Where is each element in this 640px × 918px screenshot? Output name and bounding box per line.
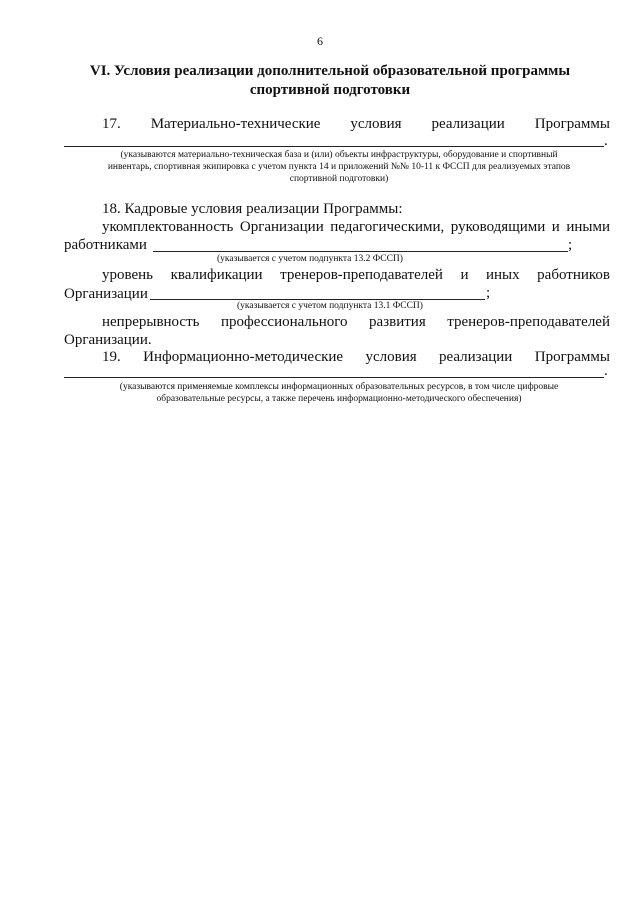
- page-number: 6: [317, 34, 323, 48]
- continuity-word: профессионального: [220, 314, 348, 330]
- continuity-word: развития: [369, 314, 426, 330]
- item-18-qualification-line-2: Организации: [64, 286, 148, 302]
- item-19-note-line-1: (указываются применяемые комплексы информационных образовательных ресурсов, в том числе цифровые: [119, 382, 559, 392]
- item-18-staffing-line-2: работниками: [64, 237, 147, 253]
- qualification-word: и: [460, 267, 469, 283]
- item-17-word: Материально-технические: [150, 116, 321, 132]
- item-19-number: 19.: [102, 349, 121, 365]
- item-17-fill-line: [64, 146, 604, 147]
- item-18-staffing-note: (указывается с учетом подпункта 13.2 ФССП): [217, 254, 403, 264]
- item-18-staffing-line-1: укомплектованность Организации педагогическими, руководящими и иными: [102, 219, 610, 235]
- item-17-word: условия: [350, 116, 402, 132]
- item-17-line: [102, 115, 610, 133]
- item-17-word: реализации: [431, 116, 505, 132]
- qualification-word: квалификации: [170, 267, 263, 283]
- item-18-continuity-line-2: Организации.: [64, 332, 152, 348]
- item-18-heading: 18. Кадровые условия реализации Программы:: [102, 201, 403, 217]
- item-19-note-line-2: образовательные ресурсы, а также перечень информационно-методического обеспечения): [156, 394, 522, 404]
- item-18-staffing-fill-line: [153, 251, 568, 252]
- qualification-word: иных: [486, 267, 520, 283]
- item-19-word: Информационно-методические: [143, 349, 344, 365]
- item-19-word: реализации: [439, 349, 513, 365]
- section-title-line-2: спортивной подготовки: [249, 82, 411, 98]
- qualification-word: работников: [537, 267, 610, 283]
- item-17-note-line-3: спортивной подготовки): [289, 174, 389, 184]
- item-19-fill-line: [64, 377, 604, 378]
- continuity-word: непрерывность: [102, 314, 200, 330]
- continuity-word: тренеров-преподавателей: [447, 314, 610, 330]
- item-17-period: .: [604, 133, 608, 149]
- section-title-line-1: VI. Условия реализации дополнительной образовательной программы: [89, 63, 571, 79]
- item-17-number: 17.: [102, 116, 121, 132]
- item-17-word: Программы: [534, 116, 610, 132]
- qualification-word: тренеров-преподавателей: [280, 267, 443, 283]
- item-17-note-line-2: инвентарь, спортивная экипировка с учетом пункта 14 и приложений №№ 10-11 к ФССП для реализуемых этапов: [107, 162, 571, 172]
- item-19-line: [102, 348, 610, 366]
- item-18-qualification-end: ;: [486, 285, 491, 301]
- item-19-period: .: [604, 363, 608, 379]
- item-19-word: Программы: [534, 349, 610, 365]
- item-18-continuity-line-1: [102, 313, 610, 331]
- item-17-note-line-1: (указываются материально-техническая база и (или) объекты инфраструктуры, оборудование и спортивный: [120, 150, 558, 160]
- item-18-qualification-note: (указывается с учетом подпункта 13.1 ФССП): [237, 301, 423, 311]
- qualification-word: уровень: [102, 267, 154, 283]
- item-18-staffing-end: ;: [568, 237, 573, 253]
- item-19-word: условия: [365, 349, 417, 365]
- item-18-qualification-line-1: [102, 266, 610, 284]
